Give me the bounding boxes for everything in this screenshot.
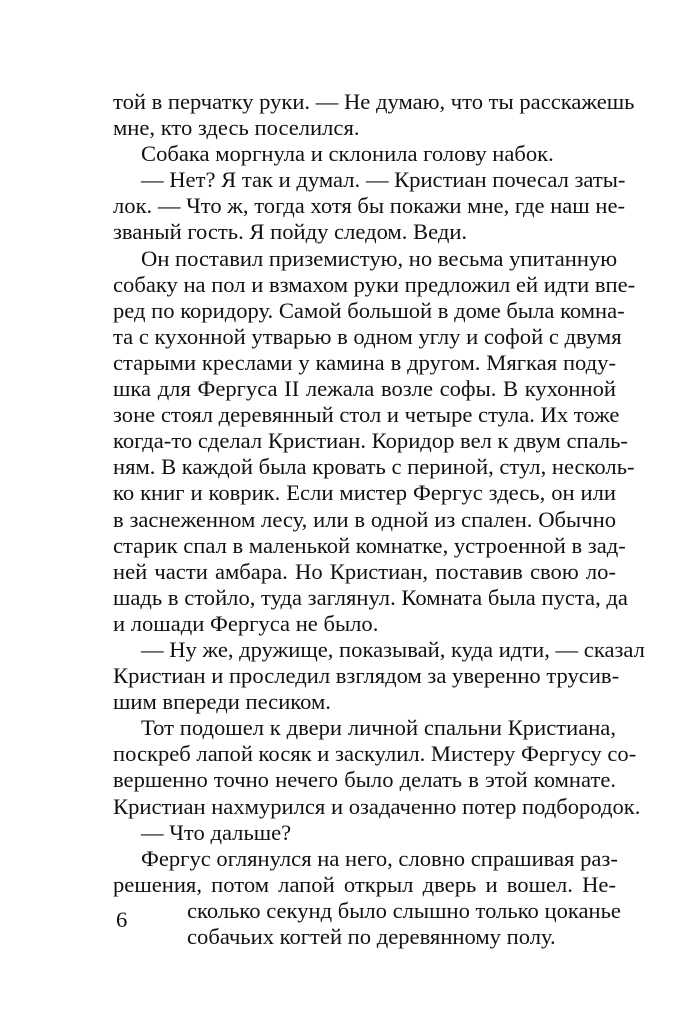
text-line: старик спал в маленькой комнатке, устроенной в зад- — [113, 532, 626, 558]
text-line: ко книг и коврик. Если мистер Фергус здесь, он или — [113, 480, 616, 506]
text-line: вершенно точно нечего было делать в этой комнате. — [113, 767, 616, 793]
text-line: — Ну же, дружище, показывай, куда идти, — сказал — [141, 636, 645, 662]
text-line: званый гость. Я пойду следом. Веди. — [113, 219, 468, 245]
text-line: мне, кто здесь поселился. — [113, 115, 360, 141]
text-line: — Нет? Я так и думал. — Кристиан почесал заты- — [141, 167, 626, 193]
text-line: ням. В каждой была кровать с периной, стул, несколь- — [113, 454, 635, 480]
body-text — [113, 89, 645, 950]
text-line: собаку на пол и взмахом руки предложил ей идти впе- — [113, 271, 636, 297]
text-line: шка для Фергуса II лежала возле софы. В кухонной — [113, 376, 616, 402]
text-line: Тот подошел к двери личной спальни Кристиана, — [141, 715, 616, 741]
text-line: ред по коридору. Самой большой в доме была комна- — [113, 297, 625, 323]
text-line: той в перчатку руки. — Не думаю, что ты расскажешь — [113, 89, 635, 114]
text-line: зоне стоял деревянный стол и четыре стула. Их тоже — [113, 402, 620, 428]
page-number: 6 — [116, 907, 128, 932]
text-line: Собака моргнула и склонила голову набок. — [141, 141, 554, 167]
text-line: — Что дальше? — [141, 819, 292, 845]
text-line: собачьих когтей по деревянному полу. — [187, 924, 556, 949]
text-line: старыми креслами у камина в другом. Мягкая поду- — [113, 349, 616, 375]
text-line: решения, потом лапой открыл дверь и вошел. Не- — [113, 871, 616, 897]
text-line: Он поставил приземистую, но весьма упитанную — [141, 245, 618, 271]
text-line: Кристиан и проследил взглядом за уверенно трусив- — [113, 663, 620, 689]
text-line: ней части амбара. Но Кристиан, поставив свою ло- — [113, 558, 616, 584]
text-line: шим впереди песиком. — [113, 689, 331, 715]
text-line: сколько секунд было слышно только цоканье — [187, 897, 621, 923]
text-line: та с кухонной утварью в одном углу и софой с двумя — [113, 323, 622, 349]
text-line: и лошади Фергуса не было. — [113, 610, 379, 636]
text-line: когда-то сделал Кристиан. Коридор вел к двум спаль- — [113, 428, 628, 454]
text-line: поскреб лапой косяк и заскулил. Мистеру Фергусу со- — [113, 741, 637, 767]
text-line: шадь в стойло, туда заглянул. Комната была пуста, да — [113, 584, 628, 610]
text-line: в заснеженном лесу, или в одной из спален. Обычно — [113, 506, 616, 532]
text-line: Кристиан нахмурился и озадаченно потер подбородок. — [113, 793, 641, 819]
text-line: Фергус оглянулся на него, словно спрашивая раз- — [141, 845, 618, 871]
text-line: лок. — Что ж, тогда хотя бы покажи мне, где наш не- — [113, 193, 625, 219]
